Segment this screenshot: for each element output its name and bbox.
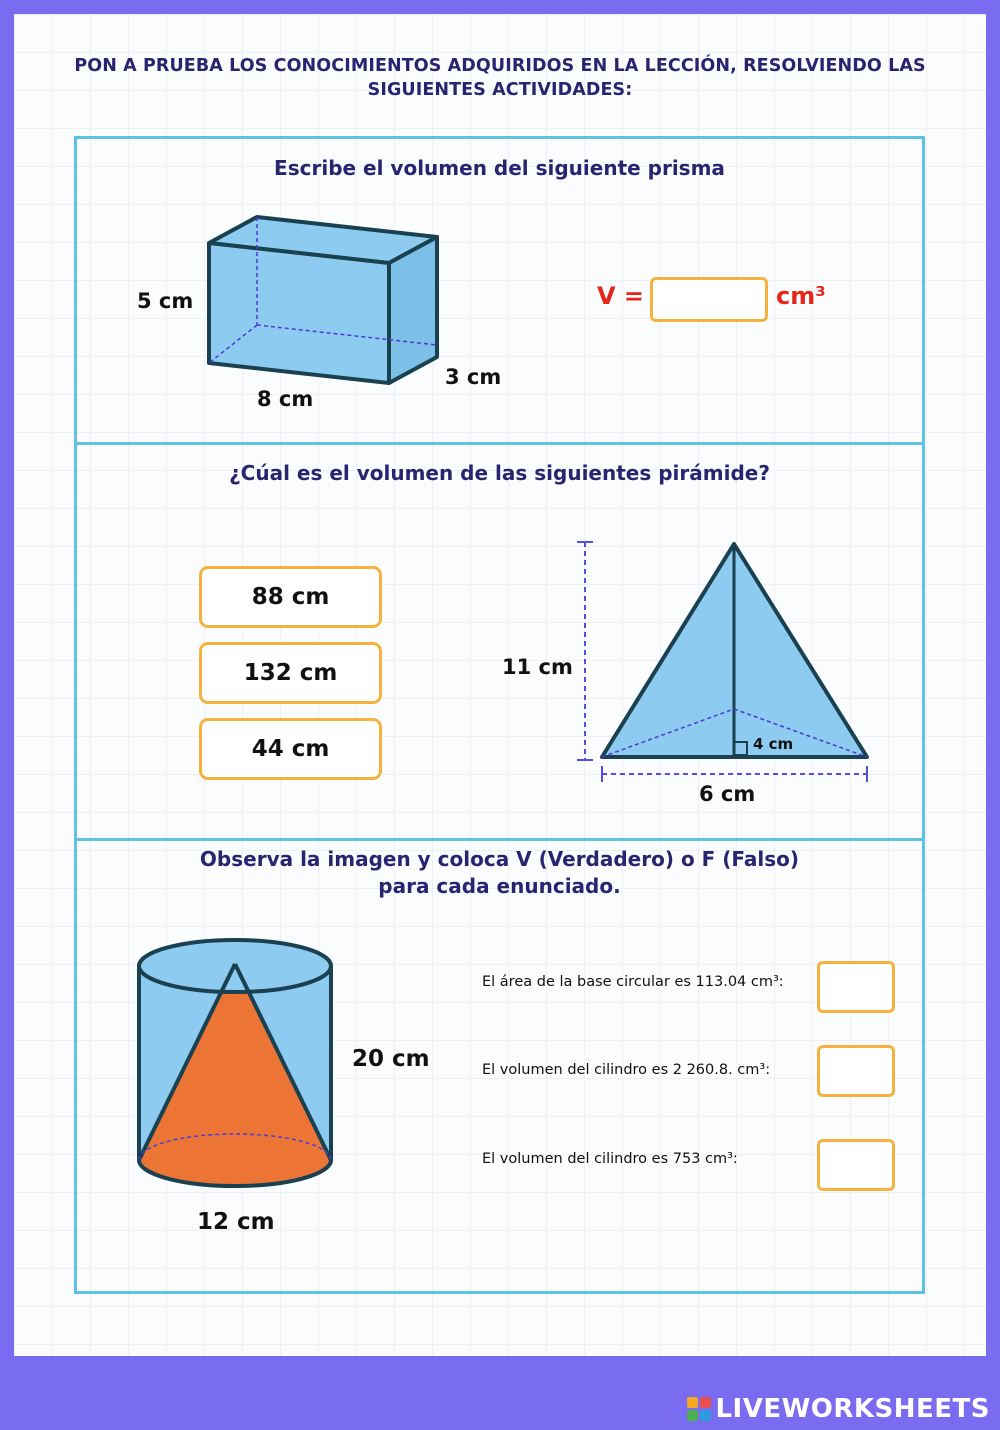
section-divider: [77, 442, 922, 445]
volume-unit: cm³: [776, 282, 826, 310]
worksheet-page: [14, 14, 986, 1356]
liveworksheets-logo[interactable]: [687, 1394, 990, 1424]
statement-2-answer-input[interactable]: [817, 1045, 895, 1097]
pyramid-figure: [572, 534, 884, 784]
pyramid-height-label: 11 cm: [502, 655, 573, 679]
prism-height-label: 5 cm: [137, 289, 194, 313]
statement-3-answer-input[interactable]: [817, 1139, 895, 1191]
cylinder-diameter-label: 12 cm: [197, 1209, 275, 1235]
instructions-heading: PON A PRUEBA LOS CONOCIMIENTOS ADQUIRIDOS EN LA LECCIÓN, RESOLVIENDO LAS SIGUIENTES ACTIVIDADES:: [74, 56, 926, 100]
section1-title: Escribe el volumen del siguiente prisma: [274, 156, 725, 180]
volume-prefix: V =: [597, 282, 645, 310]
section-divider: [77, 838, 922, 841]
statement-1: El área de la base circular es 113.04 cm³:: [482, 974, 784, 990]
pyramid-base-label: 6 cm: [699, 782, 756, 806]
cylinder-cone-figure: [135, 934, 339, 1194]
statement-3: El volumen del cilindro es 753 cm³:: [482, 1151, 738, 1167]
statement-1-answer-input[interactable]: [817, 961, 895, 1013]
cylinder-height-label: 20 cm: [352, 1046, 430, 1072]
answer-option-3[interactable]: 44 cm: [199, 718, 382, 780]
prism-depth-label: 3 cm: [445, 365, 502, 389]
section2-title: ¿Cúal es el volumen de las siguientes pirámide?: [229, 461, 770, 485]
prism-volume-input[interactable]: [650, 277, 768, 322]
section3-title-line2: para cada enunciado.: [378, 874, 621, 898]
answer-option-2[interactable]: 132 cm: [199, 642, 382, 704]
prism-front-face: [209, 243, 389, 383]
prism-side-face: [389, 237, 437, 383]
logo-text: LIVEWORKSHEETS: [715, 1394, 990, 1424]
prism-length-label: 8 cm: [257, 387, 314, 411]
prism-figure: [207, 213, 439, 389]
section3-title-line1: Observa la imagen y coloca V (Verdadero) o F (Falso): [199, 847, 800, 871]
logo-squares-icon: [687, 1397, 711, 1421]
activities-frame: [74, 136, 925, 1294]
answer-option-1[interactable]: 88 cm: [199, 566, 382, 628]
pyramid-apothem-label: 4 cm: [753, 735, 794, 753]
statement-2: El volumen del cilindro es 2 260.8. cm³:: [482, 1062, 771, 1078]
